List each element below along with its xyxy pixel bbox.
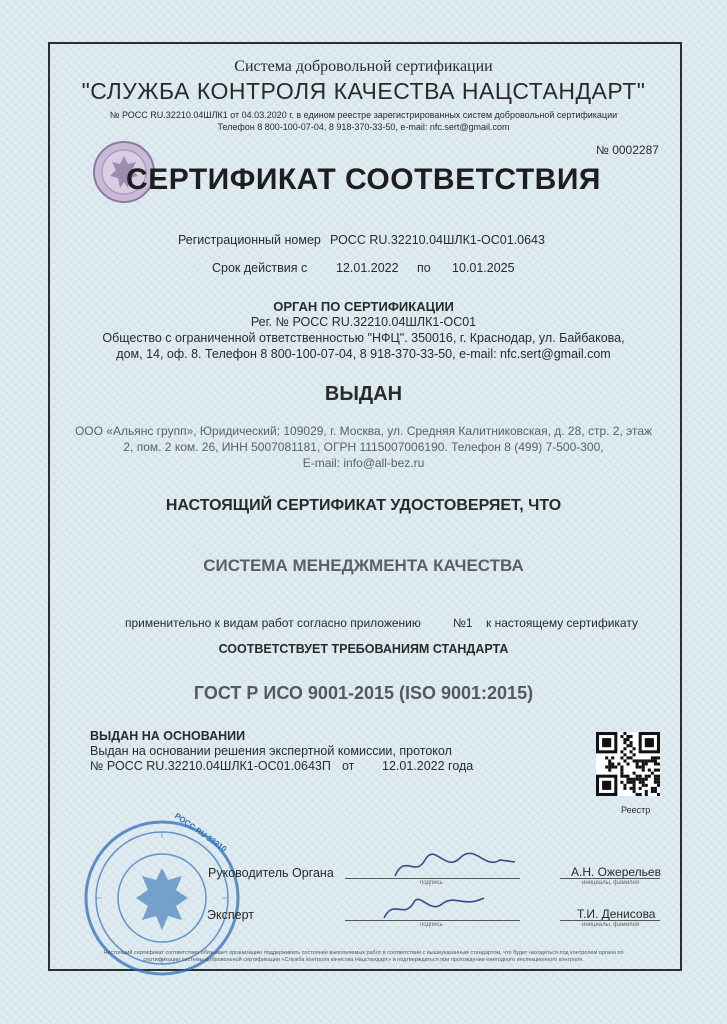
head-label: Руководитель Органа: [208, 866, 334, 880]
head-name-line: [560, 878, 660, 879]
head-sign-line: [345, 878, 520, 879]
basis-line-1: Выдан на основании решения экспертной комиссии, протокол: [90, 744, 452, 758]
subject-heading: СИСТЕМА МЕНЕДЖМЕНТА КАЧЕСТВА: [203, 556, 524, 575]
expert-name-line: [560, 920, 660, 921]
registry-line: № РОСС RU.32210.04ШЛК1 от 04.03.2020 г. в едином реестре зарегистрированных систем добровольной сертификации: [109, 110, 618, 120]
organ-heading: ОРГАН ПО СЕРТИФИКАЦИИ: [273, 299, 454, 314]
footer-line-1: Настоящий сертификат соответствия обязывает организацию поддерживать состояние выполняемых работ в соответствии с вышеуказанным стандартом, что будет находиться под контролем органа по: [103, 950, 624, 956]
certificate-number: № 0002287: [596, 143, 659, 157]
head-name-caption: инициалы, фамилия: [582, 880, 640, 886]
seal-text: РОСС RU 32210: [172, 811, 229, 854]
registration-label: Регистрационный номер: [178, 233, 321, 247]
expert-sign-line: [345, 920, 520, 921]
registry-label: Реестр: [621, 805, 651, 815]
footer-line-2: сертификации системы добровольной сертификации «Служба контроля качества Нацстандарт» и подтверждаться при прохождении ежегодного инспекционного контроля.: [143, 957, 584, 963]
appendix-number: №1: [453, 616, 473, 630]
head-sign-caption: подпись: [420, 880, 443, 886]
contacts-line: Телефон 8 800-100-07-04, 8 918-370-33-50, e-mail: nfc.sert@gmail.com: [217, 122, 510, 132]
validity-to: 10.01.2025: [452, 261, 515, 275]
basis-date: 12.01.2022 года: [382, 759, 474, 773]
issued-line-1: ООО «Альянс групп», Юридический: 109029, г. Москва, ул. Средняя Калитниковская, д. 28, стр. 2, этаж: [74, 424, 653, 438]
validity-to-label: по: [417, 261, 431, 275]
expert-name: Т.И. Денисова: [577, 907, 656, 921]
head-name: А.Н. Ожерельев: [571, 865, 661, 879]
organ-address-1: Общество с ограниченной ответственностью "НФЦ". 350016, г. Краснодар, ул. Байбакова,: [102, 331, 625, 345]
service-name: "СЛУЖБА КОНТРОЛЯ КАЧЕСТВА НАЦСТАНДАРТ": [81, 78, 646, 104]
issued-line-3: E-mail: info@all-bez.ru: [302, 456, 425, 470]
appendix-suffix: к настоящему сертификату: [486, 616, 638, 630]
complies-heading: СООТВЕТСТВУЕТ ТРЕБОВАНИЯМ СТАНДАРТА: [218, 642, 509, 656]
basis-heading: ВЫДАН НА ОСНОВАНИИ: [90, 729, 246, 743]
expert-sign-caption: подпись: [420, 922, 443, 928]
organ-address-2: дом, 14, оф. 8. Телефон 8 800-100-07-04, 8 918-370-33-50, e-mail: nfc.sert@gmail.com: [116, 347, 611, 361]
validity-from: 12.01.2022: [336, 261, 399, 275]
basis-protocol: № РОСС RU.32210.04ШЛК1-ОС01.0643П: [90, 759, 331, 773]
page-title: СЕРТИФИКАТ СООТВЕТСТВИЯ: [126, 163, 601, 196]
expert-signature: [380, 888, 490, 924]
validity-label: Срок действия с: [212, 261, 308, 275]
organ-reg-no: Рег. № РОСС RU.32210.04ШЛК1-ОС01: [250, 315, 477, 329]
head-signature: [390, 848, 520, 882]
standard-title: ГОСТ Р ИСО 9001-2015 (ISO 9001:2015): [193, 683, 534, 703]
expert-label: Эксперт: [207, 908, 254, 922]
qr-code: [596, 732, 660, 796]
basis-from-label: от: [342, 759, 355, 773]
expert-name-caption: инициалы, фамилия: [582, 922, 640, 928]
issued-heading: ВЫДАН: [324, 383, 403, 405]
registration-value: РОСС RU.32210.04ШЛК1-ОС01.0643: [330, 233, 545, 247]
system-name: Система добровольной сертификации: [234, 58, 493, 75]
certifies-heading: НАСТОЯЩИЙ СЕРТИФИКАТ УДОСТОВЕРЯЕТ, ЧТО: [165, 497, 562, 514]
appendix-prefix: применительно к видам работ согласно приложению: [125, 616, 421, 630]
issued-line-2: 2, пом. 2 ком. 26, ИНН 5007081181, ОГРН 1115007006190. Телефон 8 (499) 7-500-300,: [123, 440, 604, 454]
